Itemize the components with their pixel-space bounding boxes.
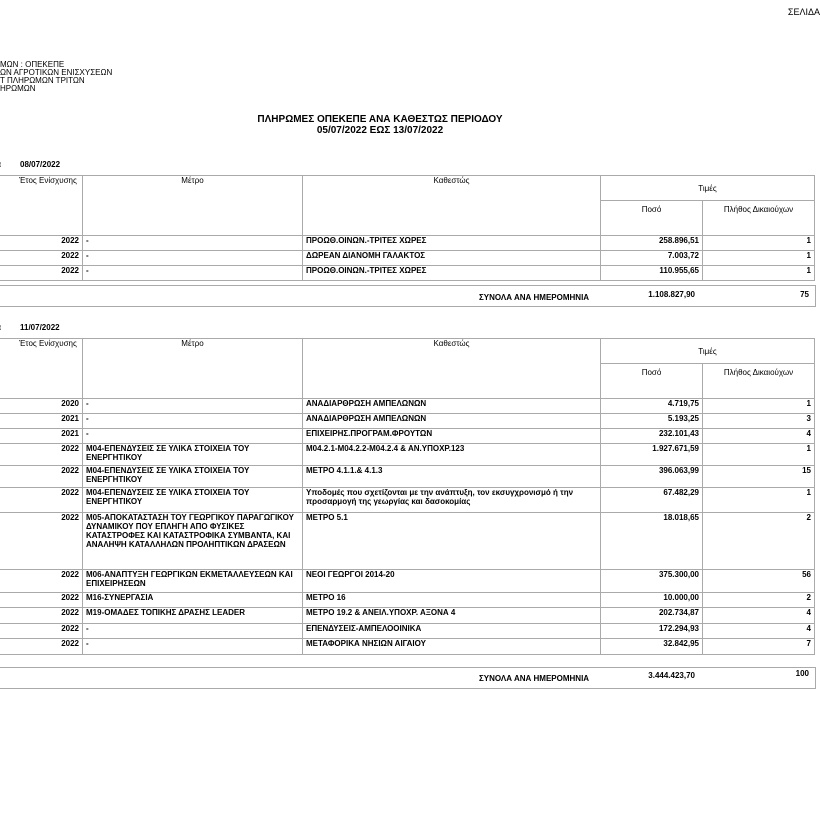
cell-count: 15 [703,466,815,488]
cell-count: 1 [703,236,815,251]
cell-measure: Μ04-ΕΠΕΝΔΥΣΕΙΣ ΣΕ ΥΛΙΚΑ ΣΤΟΙΧΕΙΑ ΤΟΥ ΕΝΕΡΓΗΤΙΚΟΥ [83,488,303,513]
cell-measure: Μ16-ΣΥΝΕΡΓΑΣΙΑ [83,593,303,608]
cell-year: 2022 [0,266,83,281]
table-row [0,570,815,593]
cell-measure: Μ05-ΑΠΟΚΑΤΑΣΤΑΣΗ ΤΟΥ ΓΕΩΡΓΙΚΟΥ ΠΑΡΑΓΩΓΙΚΟΥ ΔΥΝΑΜΙΚΟΥ ΠΟΥ ΕΠΛΗΓΗ ΑΠΟ ΦΥΣΙΚΕΣ ΚΑΤΑΣΤΡΟΦΕΣ ΚΑΙ ΚΑΤΑΣΤΡΟΦΙΚΑ ΣΥΜΒΑΝΤΑ, ΚΑΙ ΑΝΑΛΗΨΗ ΚΑΤΑΛΛΗΛΩΝ ΠΡΟΛΗΠΤΙΚΩΝ ΔΡΑΣΕΩΝ [83,513,303,570]
cell-amount: 232.101,43 [601,429,703,444]
report-period: 05/07/2022 ΕΩΣ 13/07/2022 [316,125,444,136]
org-line: ΗΡΩΜΩΝ [0,84,36,93]
cell-year: 2022 [0,593,83,608]
cell-scheme: ΠΡΟΩΘ.ΟΙΝΩΝ.-ΤΡΙΤΕΣ ΧΩΡΕΣ [303,266,601,281]
cell-count: 4 [703,429,815,444]
cell-year: 2022 [0,251,83,266]
table-row [0,251,815,266]
cell-measure: - [83,399,303,414]
cell-measure: - [83,624,303,639]
table-row [0,488,815,513]
table-row [0,608,815,624]
cell-measure: - [83,429,303,444]
total-count: 100 [795,669,809,678]
cell-count: 4 [703,624,815,639]
section-date: 08/07/2022 [20,160,61,169]
cell-amount: 110.955,65 [601,266,703,281]
cell-year: 2022 [0,236,83,251]
cell-count: 3 [703,414,815,429]
cell-measure: - [83,266,303,281]
cell-count: 56 [703,570,815,593]
cell-scheme: ΔΩΡΕΑΝ ΔΙΑΝΟΜΗ ΓΑΛΑΚΤΟΣ [303,251,601,266]
cell-count: 2 [703,593,815,608]
column-header-values: Τιμές [601,339,815,364]
total-amount: 3.444.423,70 [648,671,695,680]
table-row [0,513,815,570]
cell-count: 1 [703,488,815,513]
cell-amount: 1.927.671,59 [601,444,703,466]
cell-count: 2 [703,513,815,570]
cell-count: 1 [703,266,815,281]
cell-amount: 172.294,93 [601,624,703,639]
cell-year: 2022 [0,444,83,466]
org-line: ΜΩΝ : ΟΠΕΚΕΠΕ [0,60,65,69]
column-header-amount: Ποσό [601,201,703,236]
cell-scheme: ΜΕΤΡΟ 4.1.1.& 4.1.3 [303,466,601,488]
cell-measure: - [83,236,303,251]
date-prefix [0,323,1,332]
date-prefix [0,160,1,169]
cell-measure: - [83,251,303,266]
cell-year: 2022 [0,570,83,593]
cell-amount: 10.000,00 [601,593,703,608]
total-amount: 1.108.827,90 [648,290,695,299]
column-header-count: Πλήθος Δικαιούχων [703,201,815,236]
cell-amount: 32.842,95 [601,639,703,655]
table-row [0,399,815,414]
cell-scheme: ΑΝΑΔΙΑΡΘΡΩΣΗ ΑΜΠΕΛΩΝΩΝ [303,399,601,414]
column-header-scheme: Καθεστώς [303,339,601,399]
date-total-row [0,285,816,307]
cell-count: 4 [703,608,815,624]
cell-measure: Μ04-ΕΠΕΝΔΥΣΕΙΣ ΣΕ ΥΛΙΚΑ ΣΤΟΙΧΕΙΑ ΤΟΥ ΕΝΕΡΓΗΤΙΚΟΥ [83,444,303,466]
cell-year: 2022 [0,466,83,488]
column-header-values: Τιμές [601,176,815,201]
section-date-header [0,323,200,333]
cell-year: 2020 [0,399,83,414]
cell-amount: 4.719,75 [601,399,703,414]
cell-scheme: ΑΝΑΔΙΑΡΘΡΩΣΗ ΑΜΠΕΛΩΝΩΝ [303,414,601,429]
table-row [0,429,815,444]
cell-amount: 7.003,72 [601,251,703,266]
table-header-row [0,176,815,201]
org-line: Τ ΠΛΗΡΩΜΩΝ ΤΡΙΤΩΝ [0,76,85,85]
cell-year: 2022 [0,608,83,624]
column-header-count: Πλήθος Δικαιούχων [703,364,815,399]
cell-scheme: Μ04.2.1-Μ04.2.2-Μ04.2.4 & ΑΝ.ΥΠΟΧΡ.123 [303,444,601,466]
table-row [0,624,815,639]
cell-count: 1 [703,399,815,414]
section-date-header [0,160,200,170]
cell-scheme: ΜΕΤΡΟ 5.1 [303,513,601,570]
date-total-row [0,667,816,689]
table-row [0,466,815,488]
column-header-measure: Μέτρο [83,339,303,399]
column-header-year: Έτος Ενίσχυσης [0,339,83,399]
total-label: ΣΥΝΟΛΑ ΑΝΑ ΗΜΕΡΟΜΗΝΙΑ [479,293,590,302]
table-row [0,444,815,466]
report-title: ΠΛΗΡΩΜΕΣ ΟΠΕΚΕΠΕ ΑΝΑ ΚΑΘΕΣΤΩΣ ΠΕΡΙΟΔΟΥ [257,114,503,125]
cell-count: 1 [703,251,815,266]
cell-scheme: ΕΠΕΝΔΥΣΕΙΣ-ΑΜΠΕΛΟΟΙΝΙΚΑ [303,624,601,639]
cell-year: 2022 [0,639,83,655]
org-line: ΩΝ ΑΓΡΟΤΙΚΩΝ ΕΝΙΣΧΥΣΕΩΝ [0,68,113,77]
cell-year: 2022 [0,513,83,570]
organization-block [0,61,112,93]
table-header-row [0,339,815,364]
section-date: 11/07/2022 [20,323,60,332]
total-count: 75 [800,290,809,299]
cell-year: 2022 [0,624,83,639]
cell-count: 7 [703,639,815,655]
table-row [0,236,815,251]
table-row [0,639,815,655]
cell-year: 2021 [0,429,83,444]
table-row [0,414,815,429]
cell-amount: 5.193,25 [601,414,703,429]
column-header-scheme: Καθεστώς [303,176,601,236]
column-header-measure: Μέτρο [83,176,303,236]
cell-measure: Μ04-ΕΠΕΝΔΥΣΕΙΣ ΣΕ ΥΛΙΚΑ ΣΤΟΙΧΕΙΑ ΤΟΥ ΕΝΕΡΓΗΤΙΚΟΥ [83,466,303,488]
column-header-amount: Ποσό [601,364,703,399]
cell-amount: 202.734,87 [601,608,703,624]
cell-amount: 396.063,99 [601,466,703,488]
table-row [0,593,815,608]
cell-scheme: ΕΠΙΧΕΙΡΗΣ.ΠΡΟΓΡΑΜ.ΦΡΟΥΤΩΝ [303,429,601,444]
cell-scheme: ΜΕΤΡΟ 19.2 & ΑΝΕΙΛ.ΥΠΟΧΡ. ΑΞΟΝΑ 4 [303,608,601,624]
page-number-label: ΣΕΛΙΔΑ [787,7,820,17]
cell-year: 2021 [0,414,83,429]
cell-measure: Μ06-ΑΝΑΠΤΥΞΗ ΓΕΩΡΓΙΚΩΝ ΕΚΜΕΤΑΛΛΕΥΣΕΩΝ ΚΑΙ ΕΠΙΧΕΙΡΗΣΕΩΝ [83,570,303,593]
cell-amount: 67.482,29 [601,488,703,513]
cell-measure: - [83,639,303,655]
total-label: ΣΥΝΟΛΑ ΑΝΑ ΗΜΕΡΟΜΗΝΙΑ [479,674,590,683]
report-title-block [0,114,760,136]
cell-scheme: ΝΕΟΙ ΓΕΩΡΓΟΙ 2014-20 [303,570,601,593]
column-header-year: Έτος Ενίσχυσης [0,176,83,236]
cell-amount: 18.018,65 [601,513,703,570]
cell-amount: 375.300,00 [601,570,703,593]
cell-amount: 258.896,51 [601,236,703,251]
cell-scheme: ΜΕΤΡΟ 16 [303,593,601,608]
cell-scheme: Υποδομές που σχετίζονται με την ανάπτυξη, τον εκσυγχρονισμό ή την προσαρμογή της γεωργίας και δασοκομίας [303,488,601,513]
cell-count: 1 [703,444,815,466]
payments-table [0,338,815,655]
table-row [0,266,815,281]
cell-measure: Μ19-ΟΜΑΔΕΣ ΤΟΠΙΚΗΣ ΔΡΑΣΗΣ LEADER [83,608,303,624]
cell-scheme: ΜΕΤΑΦΟΡΙΚΑ ΝΗΣΙΩΝ ΑΙΓΑΙΟΥ [303,639,601,655]
cell-measure: - [83,414,303,429]
cell-scheme: ΠΡΟΩΘ.ΟΙΝΩΝ.-ΤΡΙΤΕΣ ΧΩΡΕΣ [303,236,601,251]
payments-table [0,175,815,281]
cell-year: 2022 [0,488,83,513]
